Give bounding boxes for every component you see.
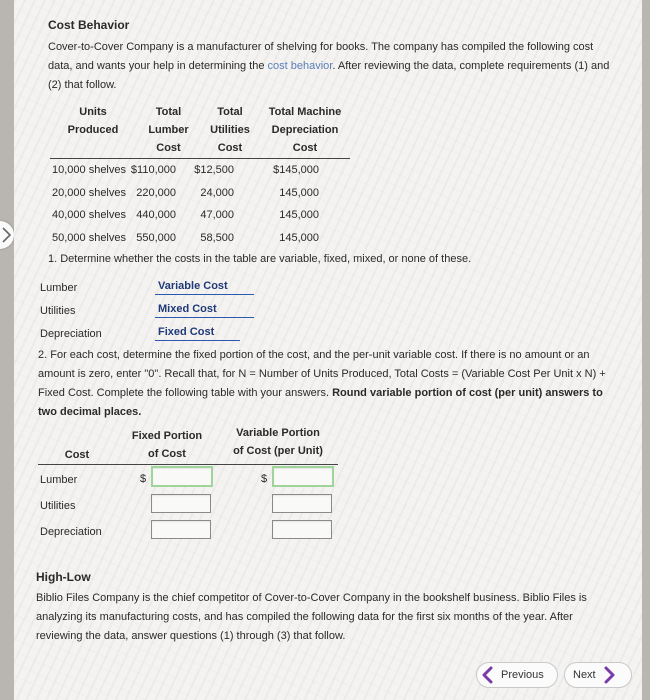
table-row-1-utilities: $12,500 [194,164,234,176]
header-units: Units Produced [67,106,119,136]
header-depreciation: Total Machine Depreciation Cost [268,106,342,154]
table-divider [50,158,350,159]
high-low-paragraph: Biblio Files Company is the chief competitor of Cover-to-Cover Company in the bookshelf business. Biblio Files is analyzing its manufacturing costs, and has compiled the following data for the first six months of the year. After reviewing the data, answer questions (1) through (3) that follow. [36,592,587,642]
q2-table-divider [38,464,338,465]
cost-behavior-link[interactable]: cost behavior [267,60,333,72]
q2-row-utilities-label: Utilities [40,500,76,512]
table-row-2-units: 20,000 shelves [52,187,126,199]
q2-prompt: 2. For each cost, determine the fixed portion of the cost, and the per-unit variable cost. If there is no amount or an amount is zero, enter "0". Recall that, for N = Number of Units Produced, Total Costs = (Variable Cost Per Unit x N) + Fixed Cost. Complete the following table with your answers. Round variable portion of cost (per unit) answers to two decimal places. [38,349,606,418]
side-panel-toggle[interactable] [0,221,14,249]
q2-row-depreciation-label: Depreciation [40,526,102,538]
intro-paragraph: Cover-to-Cover Company is a manufacturer of shelving for books. The company has compiled the following cost data, and wants your help in determining the cost behavior. After reviewing the data, complete requirements (1) and (2) that follow. [48,41,610,91]
question-sheet [14,0,642,700]
chevron-right-icon [602,666,616,684]
q1-prompt: 1. Determine whether the costs in the table are variable, fixed, mixed, or none of these. [48,253,472,265]
table-row-4-units: 50,000 shelves [52,232,126,244]
q1-select-utilities-underline [155,317,254,318]
table-row-1-lumber: $110,000 [130,164,176,176]
table-row-4-depreciation: 145,000 [279,232,319,244]
previous-button[interactable]: Previous [476,662,558,688]
q2-row-lumber-label: Lumber [40,474,78,486]
depreciation-fixed-input[interactable] [151,520,211,539]
table-row-3-lumber: 440,000 [136,209,176,221]
table-row-1-units: 10,000 shelves [52,164,126,176]
table-row-2-utilities: 24,000 [200,187,234,199]
table-row-4-utilities: 58,500 [200,232,234,244]
q1-select-utilities[interactable]: Mixed Cost [158,303,217,315]
q1-select-depreciation-underline [155,340,240,341]
header-lumber: Total Lumber Cost [148,106,189,154]
q1-label-depreciation: Depreciation [40,328,102,340]
table-row-3-depreciation: 145,000 [279,209,319,221]
q2-header-cost: Cost [64,449,90,461]
header-utilities: Total Utilities Cost [210,106,250,154]
utilities-variable-input[interactable] [272,494,332,513]
q2-fixed-currency: $ [140,473,147,485]
q2-variable-currency: $ [261,473,268,485]
chevron-left-icon [481,666,495,684]
table-row-4-lumber: 550,000 [136,232,176,244]
high-low-title: High-Low [36,570,91,584]
q1-select-depreciation[interactable]: Fixed Cost [158,326,215,338]
table-row-3-units: 40,000 shelves [52,209,126,221]
q2-header-fixed: Fixed Portion of Cost [131,430,203,460]
lumber-fixed-input[interactable] [151,466,213,487]
depreciation-variable-input[interactable] [272,520,332,539]
q1-label-utilities: Utilities [40,305,76,317]
table-row-2-depreciation: 145,000 [279,187,319,199]
q1-label-lumber: Lumber [40,282,78,294]
next-button[interactable]: Next [564,662,632,688]
section-title: Cost Behavior [48,18,130,32]
lumber-variable-input[interactable] [272,466,334,487]
chevron-right-icon [0,221,14,249]
utilities-fixed-input[interactable] [151,494,211,513]
table-row-1-depreciation: $145,000 [273,164,319,176]
q2-header-variable: Variable Portion of Cost (per Unit) [233,427,323,457]
q1-select-lumber[interactable]: Variable Cost [158,280,228,292]
table-row-3-utilities: 47,000 [200,209,234,221]
table-row-2-lumber: 220,000 [136,187,176,199]
q1-select-lumber-underline [155,294,254,295]
